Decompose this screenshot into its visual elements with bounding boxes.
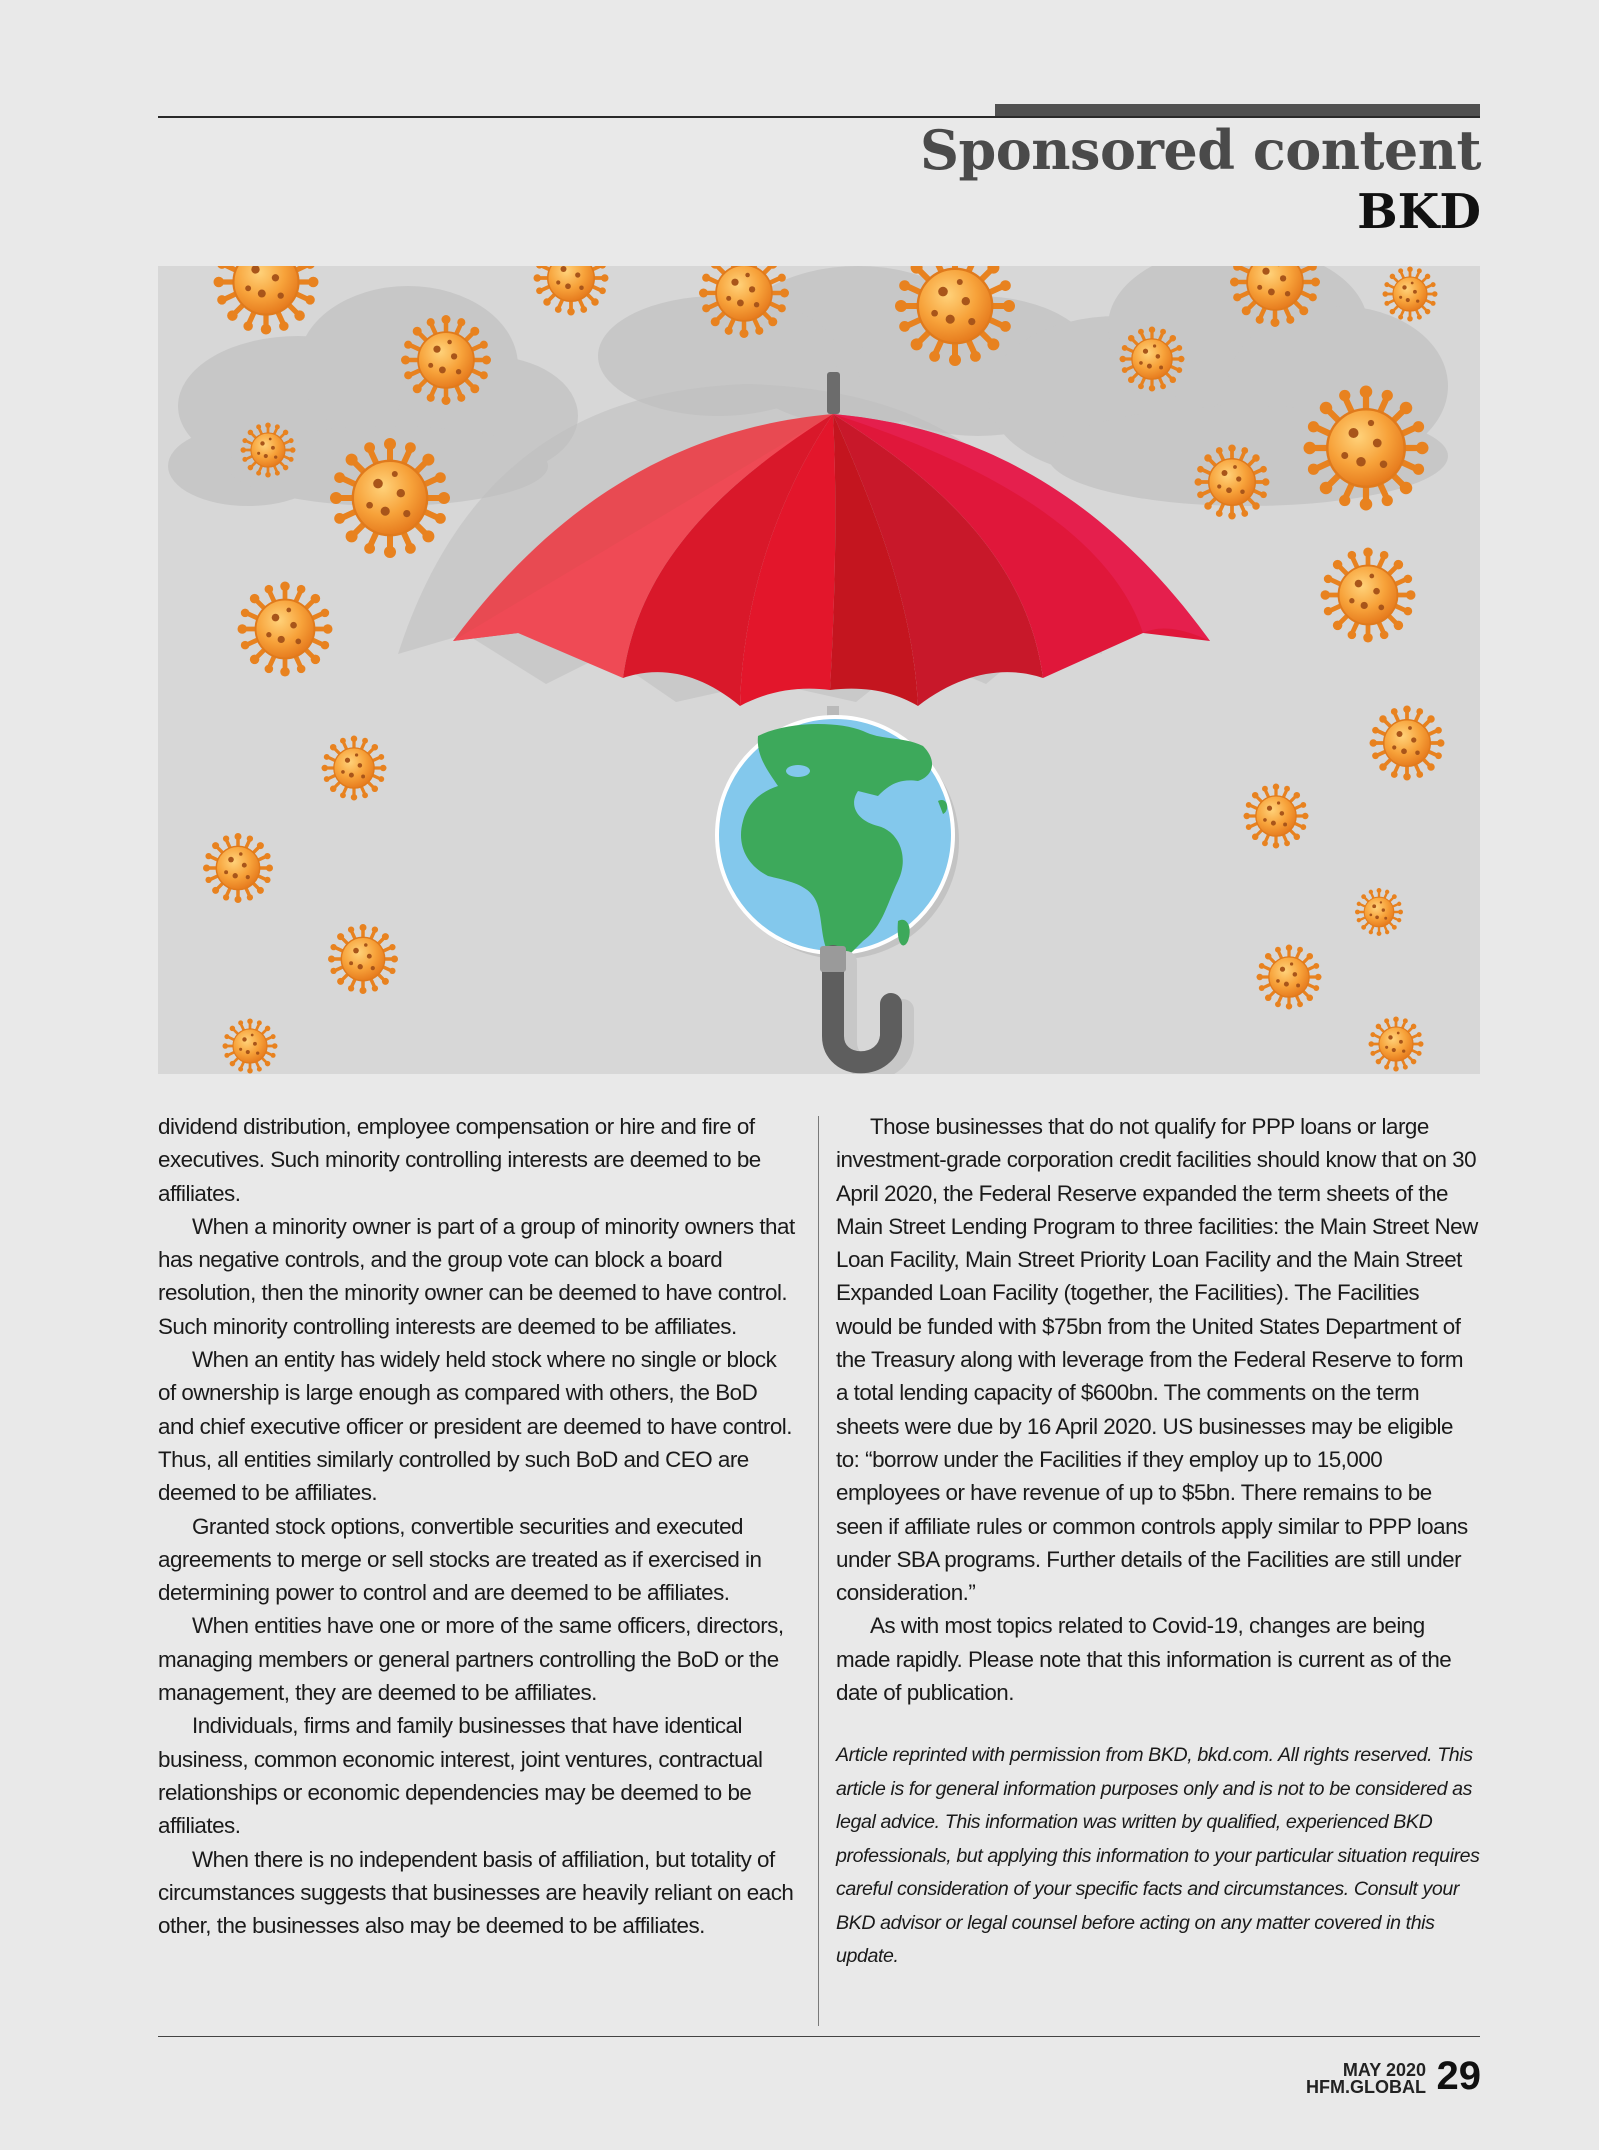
virus-icon [1195, 445, 1270, 520]
virus-icon [241, 423, 296, 478]
column-divider [818, 1116, 819, 2026]
paragraph: When entities have one or more of the same officers, directors, managing members or general partners controlling the BoD or the management, they are deemed to be affiliates. [158, 1613, 784, 1706]
umbrella-globe-illustration [158, 266, 1480, 1074]
virus-icon [1244, 784, 1309, 849]
paragraph: Granted stock options, convertible securities and executed agreements to merge or sell stocks are treated as if exercised in determining power to control and are deemed to be affiliates. [158, 1513, 762, 1606]
footer-meta [1306, 2062, 1426, 2096]
paragraph: As with most topics related to Covid-19, changes are being made rapidly. Please note that this information is current as of the date of publication. [836, 1613, 1452, 1706]
virus-icon [534, 266, 609, 316]
virus-icon [223, 1019, 278, 1074]
paragraph: Those businesses that do not qualify for PPP loans or large investment-grade corporation credit facilities should know that on 30 April 2020, the Federal Reserve expanded the term sheets of the Main Street Lending Program to three facilities: the Main Street New Loan Facility, Main Street Priority Loan Facility and the Main Street Expanded Loan Facility (together, the Facilities). The Facilities would be funded with $75bn from the United States Department of the Treasury along with leverage from the Federal Reserve to form a total lending capacity of $600bn. The comments on the term sheets were due by 16 April 2020. US businesses may be eligible to: “borrow under the Facilities if they employ up to 15,000 employees or have revenue of up to $5bn. There remains to be seen if affiliate rules or common controls apply similar to PPP loans under SBA programs. Further details of the Facilities are still under consideration.” [836, 1114, 1478, 1606]
paragraph: When an entity has widely held stock where no single or block of ownership is large enough as compared with others, the BoD and chief executive officer or president are deemed to have control. Thus, all entities similarly controlled by such BoD and CEO are deemed to be affiliates. [158, 1347, 792, 1506]
virus-icon [1304, 386, 1429, 511]
site-name: HFM.GLOBAL [1306, 2077, 1426, 2097]
virus-icon [1257, 945, 1322, 1010]
virus-icon [330, 438, 450, 558]
article-right-column [836, 1110, 1480, 1974]
virus-icon [1383, 267, 1438, 322]
virus-icon [1355, 888, 1403, 936]
illustration-svg [158, 266, 1480, 1074]
virus-icon [401, 315, 491, 405]
handle-collar [820, 946, 846, 972]
virus-icon [1120, 327, 1185, 392]
reprint-disclaimer: Article reprinted with permission from BKD, bkd.com. All rights reserved. This article is for general information purposes only and is not to be considered as legal advice. This information was written by qualified, experienced BKD professionals, but applying this information to your particular situation requires careful consideration of your specific facts and circumstances. Consult your BKD advisor or legal counsel before acting on any matter covered in this update. [836, 1744, 1480, 1968]
article-left-column [158, 1110, 798, 1942]
page-number: 29 [1436, 2054, 1481, 2098]
paragraph: When there is no independent basis of affiliation, but totality of circumstances suggests that businesses are heavily reliant on each other, the businesses also may be deemed to be affiliates. [158, 1846, 794, 1939]
virus-icon [238, 582, 333, 677]
virus-icon [1321, 548, 1416, 643]
paragraph: When a minority owner is part of a group of minority owners that has negative controls, and the group vote can block a board resolution, then the minority owner can be deemed to have control. Such minority controlling interests are deemed to be affiliates. [158, 1213, 795, 1339]
sponsor-name: BKD [1357, 184, 1481, 240]
paragraph: dividend distribution, employee compensation or hire and fire of executives. Such minority controlling interests are deemed to be affiliates. [158, 1114, 761, 1206]
virus-icon [1369, 1017, 1424, 1072]
paragraph: Individuals, firms and family businesses that have identical business, common economic interest, joint ventures, contractual relationships or economic dependencies may be deemed to be affiliates. [158, 1713, 763, 1839]
virus-icon [328, 924, 398, 994]
section-title: Sponsored content [920, 118, 1481, 182]
globe-icon [717, 717, 959, 960]
virus-icon [322, 736, 387, 801]
umbrella-tip [827, 372, 840, 414]
virus-icon [214, 266, 319, 335]
virus-icon [1370, 706, 1445, 781]
virus-icon [203, 833, 273, 903]
footer-rule [158, 2036, 1480, 2037]
header-accent-bar [995, 104, 1480, 116]
issue-date: MAY 2020 [1342, 2060, 1426, 2080]
